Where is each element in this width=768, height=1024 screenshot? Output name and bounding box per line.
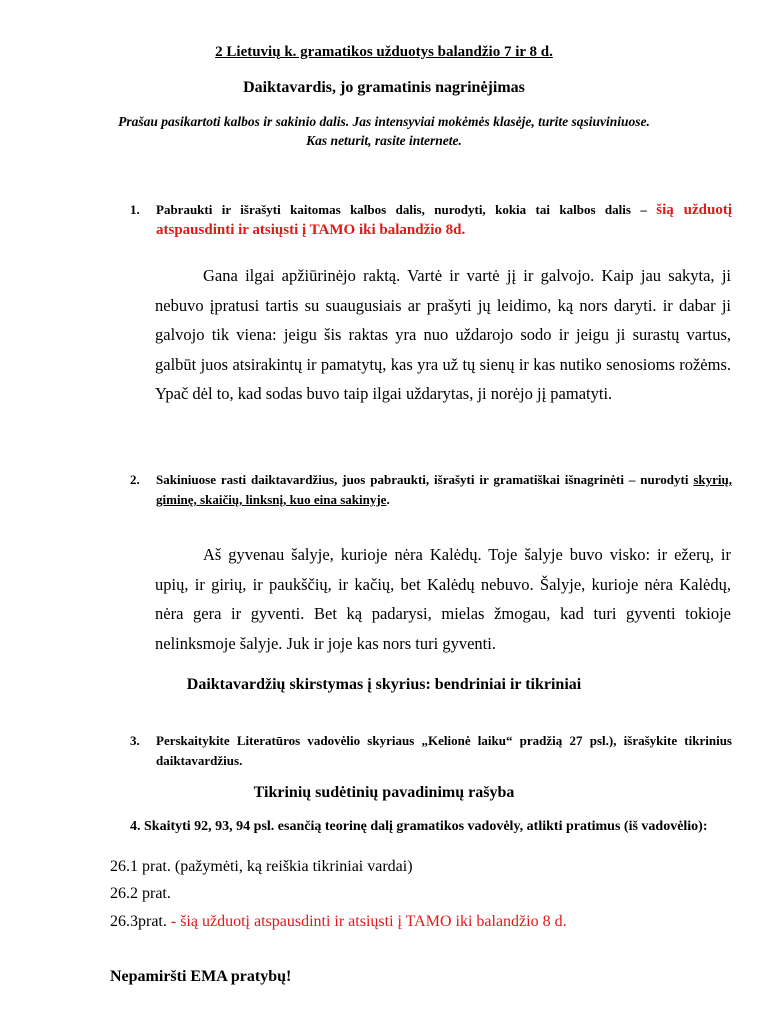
- exercise-26-3: [110, 913, 567, 931]
- exercise-26-3-label: 26.3prat.: [110, 913, 167, 930]
- exercise-26-3-red-note: - šią užduotį atspausdinti ir atsiųsti į TAMO iki balandžio 8 d.: [166, 913, 567, 930]
- task-3-text: Perskaitykite Literatūros vadovėlio skyriaus „Kelionė laiku“ pradžią 27 psl.), išrašykite tikrinius daiktavardžius.: [156, 733, 732, 768]
- task-4: [110, 818, 730, 836]
- document-title: 2 Lietuvių k. gramatikos užduotys balandžio 7 ir 8 d.: [215, 44, 553, 60]
- paragraph-1-text: Gana ilgai apžiūrinėjo raktą. Vartė ir vartė jį ir galvojo. Kaip jau sakyta, ji nebuvo įpratusi tartis su suaugusiais ar prašyti jų leidimo, ką nors daryti. ir dabar ji galvojo tik viena: jeigu šis raktas yra nuo uždarojo sodo ir jeigu ji surastų vartus, galbūt juos atsirakintų ir pamatytų, kas yra už tų sienų ir kas nutiko senosioms rožėms. Ypač dėl to, kad sodas buvo taip ilgai uždarytas, ji norėjo jį pamatyti.: [155, 266, 731, 403]
- task-1-red-note: šią užduotį atspausdinti ir atsiųsti į TAMO iki balandžio 8d.: [156, 202, 732, 238]
- task-1: [132, 200, 732, 240]
- intro-line-2: Kas neturit, rasite internete.: [306, 133, 462, 148]
- exercise-26-2: 26.2 prat.: [110, 885, 171, 902]
- task-1-text: Pabraukti ir išrašyti kaitomas kalbos dalis, nurodyti, kokia tai kalbos dalis –: [156, 202, 647, 217]
- exercise-26-1: 26.1 prat. (pažymėti, ką reiškia tikriniai vardai): [110, 858, 413, 875]
- task-4-text: 4. Skaityti 92, 93, 94 psl. esančią teorinę dalį gramatikos vadovėly, atlikti pratimus (iš vadovėlio):: [130, 819, 708, 834]
- paragraph-1: [155, 261, 731, 409]
- task-2-underlined: skyrių, giminę, skaičių, linksnį, kuo eina sakinyje: [156, 472, 733, 507]
- task-3-number: 3.: [130, 733, 140, 748]
- paragraph-2-text: Aš gyvenau šalyje, kurioje nėra Kalėdų. Toje šalyje buvo visko: ir ežerų, ir upių, ir girių, ir paukščių, ir kačių, bet Kalėdų nebuvo. Šalyje, kurioje nėra Kalėdų, nėra gera ir gyventi. Bet ką padarysi, mielas žmogau, kad turi gyventi tokioje nelinksmoje šalyje. Juk ir joje kas nors turi gyventi.: [155, 545, 731, 653]
- task-2-number: 2.: [130, 472, 140, 487]
- task-2: [132, 470, 732, 510]
- section-heading-2: Tikrinių sudėtinių pavadinimų rašyba: [253, 784, 515, 801]
- section-heading-1: Daiktavardžių skirstymas į skyrius: bendriniai ir tikriniai: [186, 676, 582, 693]
- task-2-text: Sakiniuose rasti daiktavardžius, juos pabraukti, išrašyti ir gramatiškai išnagrinėti – nurodyti: [156, 472, 689, 487]
- task-1-number: 1.: [130, 202, 140, 217]
- document-subtitle: Daiktavardis, jo gramatinis nagrinėjimas: [243, 79, 525, 96]
- intro-line-1: Prašau pasikartoti kalbos ir sakinio dalis. Jas intensyviai mokėmės klasėje, turite sąsiuviniuose.: [118, 114, 650, 129]
- task-2-end: .: [386, 492, 390, 507]
- footer-reminder: Nepamiršti EMA pratybų!: [110, 968, 292, 985]
- paragraph-2: [155, 540, 731, 658]
- task-3: [132, 731, 732, 771]
- intro-text: [60, 112, 708, 150]
